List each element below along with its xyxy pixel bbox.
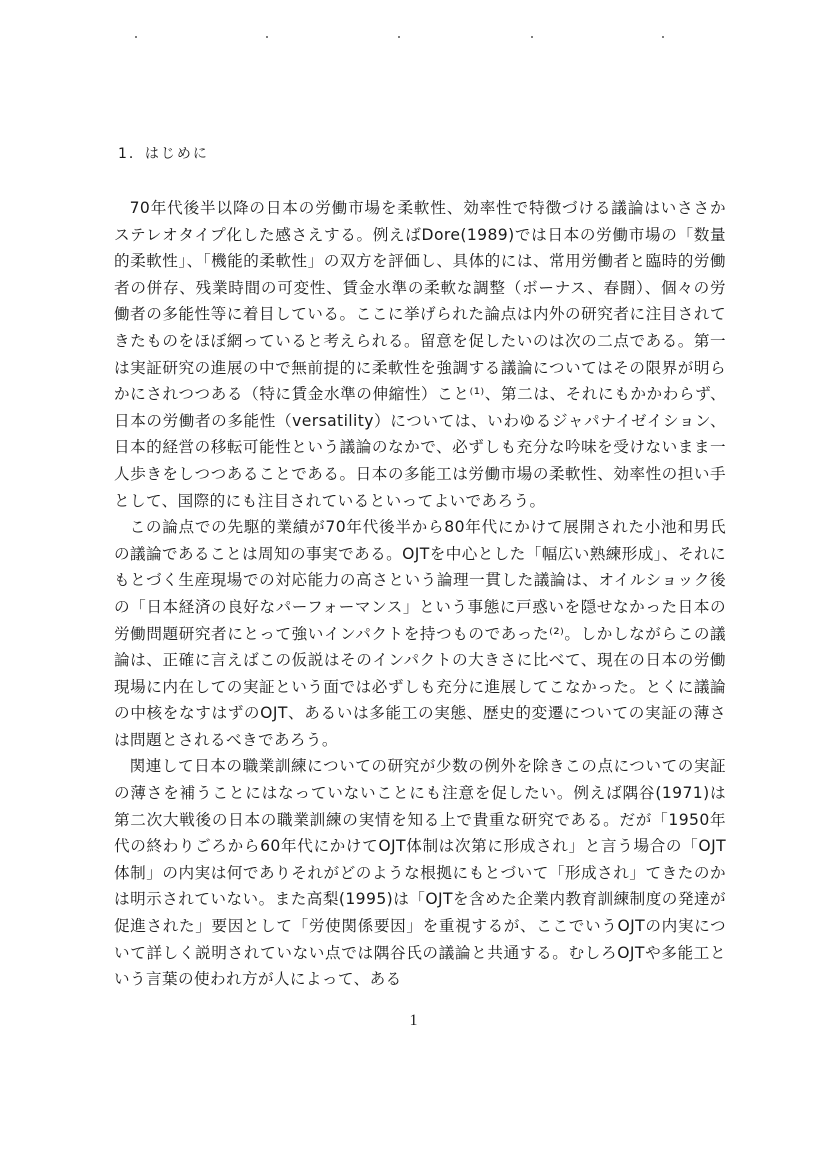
page-number: 1: [409, 1012, 418, 1029]
paragraph-1: 70年代後半以降の日本の労働市場を柔軟性、効率性で特徴づける議論はいささかステレオタイプ化した感さえする。例えばDore(1989)では日本の労働市場の「数量的柔軟性」、「機能的柔軟性」の双方を評価し、具体的には、常用労働者と臨時的労働者の併存、残業時間の可変性、賃金水準の柔軟な調整（ボーナス、春闘）、個々の労働者の多能性等に着目している。ここに挙げられた論点は内外の研究者に注目されてきたものをほぼ網っていると考えられる。留意を促したいのは次の二点である。第一は実証研究の進展の中で無前提的に柔軟性を強調する議論についてはその限界が明らかにされつつある（特に賃金水準の伸縮性）こと⁽¹⁾、第二は、それにもかかわらず、日本の労働者の多能性（versatility）については、いわゆるジャパナイゼイション、日本的経営の移転可能性という議論のなかで、必ずしも充分な吟味を受けないまま一人歩きをしつつあることである。日本の多能工は労働市場の柔軟性、効率性の担い手として、国際的にも注目されているといってよいであろう。: [114, 199, 726, 510]
scan-speck: [266, 36, 268, 38]
scan-speck: [398, 36, 400, 38]
paragraph-2: この論点での先駆的業績が70年代後半から80年代にかけて展開された小池和男氏の議論であることは周知の事実である。OJTを中心とした「幅広い熟練形成」、それにもとづく生産現場での対応能力の高さという論理一貫した議論は、オイルショック後の「日本経済の良好なパーフォーマンス」という事態に戸惑いを隠せなかった日本の労働問題研究者にとって強いインパクトを持つものであった⁽²⁾。しかしながらこの議論は、正確に言えばこの仮説はそのインパクトの大きさに比べて、現在の日本の労働現場に内在しての実証という面では必ずしも充分に進展してこなかった。とくに議論の中核をなすはずのOJT、あるいは多能工の実態、歴史的変遷についての実証の薄さは問題とされるべきであろう。: [114, 518, 726, 749]
section-heading: 1．はじめに: [118, 146, 209, 162]
scan-speck: [531, 36, 533, 38]
body-text: [114, 195, 726, 993]
paragraph-3: 関連して日本の職業訓練についての研究が少数の例外を除きこの点についての実証の薄さを補うことにはなっていないことにも注意を促したい。例えば隅谷(1971)は第二次大戦後の日本の職業訓練の実情を知る上で貴重な研究である。だが「1950年代の終わりごろから60年代にかけてOJT体制は次第に形成され」と言う場合の「OJT体制」の内実は何でありそれがどのような根拠にもとづいて「形成され」てきたのかは明示されていない。また高梨(1995)は「OJTを含めた企業内教育訓練制度の発達が促進された」要因として「労使関係要因」を重視するが、ここでいうOJTの内実について詳しく説明されていない点では隅谷氏の議論と共通する。むしろOJTや多能工という言葉の使われ方が人によって、ある: [114, 757, 726, 989]
scan-speck: [662, 36, 664, 38]
scan-speck: [135, 36, 137, 38]
